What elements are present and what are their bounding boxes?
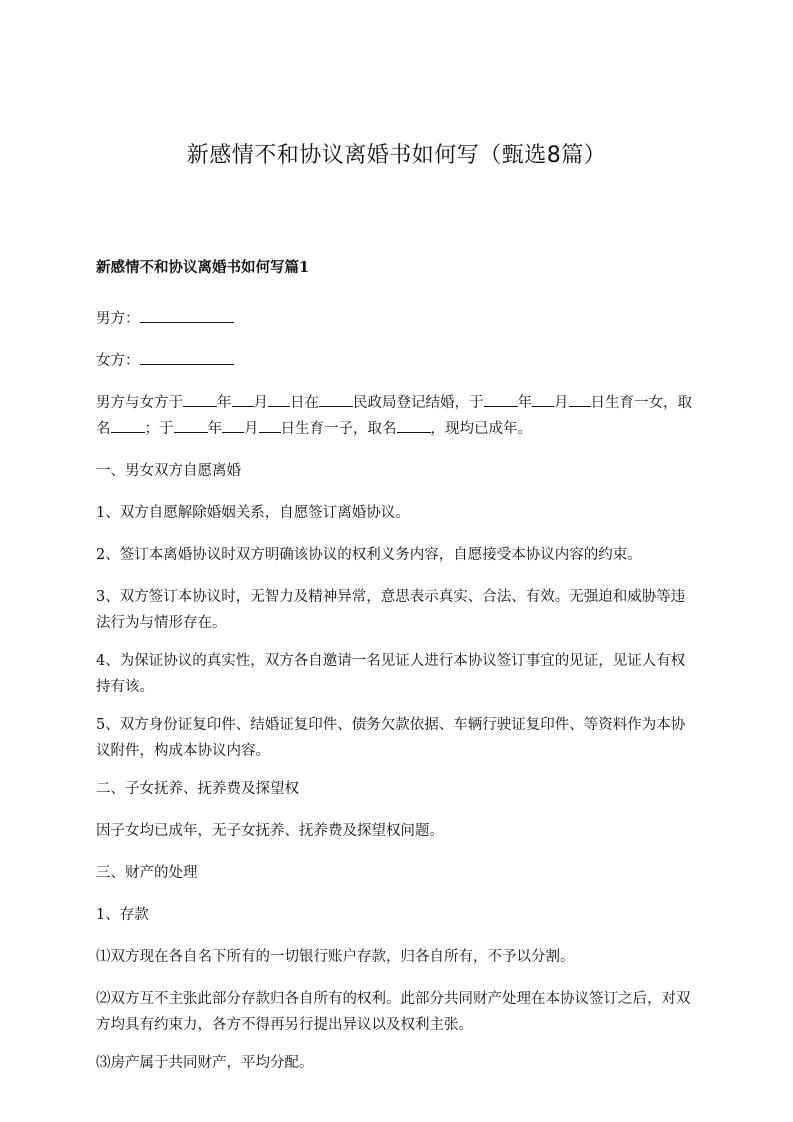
paragraph: ⑵双方互不主张此部分存款归各自所有的权利。此部分共同财产处理在本协议签订之后，对双方均具有约束力，各方不得再另行提出异议以及权利主张。 — [96, 991, 691, 1033]
paragraph: ⑶房产属于共同财产，平均分配。 — [96, 1055, 314, 1071]
text-fragment: ，现均已成年。 — [430, 421, 532, 437]
day-blank — [268, 390, 290, 407]
wife-blank — [140, 348, 234, 365]
text-fragment: 年 — [517, 395, 532, 411]
month-blank — [222, 416, 244, 433]
paragraph: 4、为保证协议的真实性，双方各自邀请一名见证人进行本协议签订事宜的见证，见证人有权持有该。 — [96, 653, 686, 695]
text-fragment: 民政局登记结婚，于 — [353, 395, 484, 411]
paragraph: 因子女均已成年，无子女抚养、抚养费及探望权问题。 — [96, 823, 444, 839]
paragraph: 二、子女抚养、抚养费及探望权 — [96, 781, 299, 797]
text-fragment: 男方与女方于 — [96, 395, 183, 411]
text-fragment: ；于 — [144, 421, 174, 437]
document-title: 新感情不和协议离婚书如何写（甄选8篇） — [186, 143, 607, 168]
paragraph: ⑴双方现在各自名下所有的一切银行账户存款，归各自所有，不予以分割。 — [96, 949, 575, 965]
text-fragment: 月 — [554, 395, 569, 411]
text-fragment: 月 — [244, 421, 259, 437]
year-blank — [484, 390, 518, 407]
bureau-blank — [319, 390, 353, 407]
document-body — [96, 258, 698, 1092]
year-blank — [174, 416, 208, 433]
day-blank — [259, 416, 281, 433]
daughter-name-blank — [111, 416, 145, 433]
husband-label: 男方： — [96, 311, 140, 327]
month-blank — [532, 390, 554, 407]
paragraph: 1、存款 — [96, 907, 149, 923]
husband-blank — [140, 306, 234, 323]
text-fragment: 年 — [207, 421, 222, 437]
section-heading: 新感情不和协议离婚书如何写篇1 — [96, 259, 310, 276]
marriage-paragraph — [96, 390, 698, 442]
paragraph: 3、双方签订本协议时，无智力及精神异常，意思表示真实、合法、有效。无强迫和威胁等违法行为与情形存在。 — [96, 589, 686, 631]
year-blank — [183, 390, 217, 407]
day-blank — [569, 390, 591, 407]
wife-label: 女方： — [96, 353, 140, 369]
text-fragment: 年 — [217, 395, 232, 411]
paragraph: 5、双方身份证复印件、结婚证复印件、债务欠款依据、车辆行驶证复印件、等资料作为本协议附件，构成本协议内容。 — [96, 717, 686, 759]
wife-line — [96, 348, 698, 374]
month-blank — [232, 390, 254, 407]
paragraph: 2、签订本离婚协议时双方明确该协议的权利义务内容，自愿接受本协议内容的约束。 — [96, 547, 642, 563]
paragraph: 1、双方自愿解除婚姻关系，自愿签订离婚协议。 — [96, 505, 410, 521]
text-fragment: 日生育一女，取名 — [96, 395, 692, 437]
paragraph: 三、财产的处理 — [96, 865, 198, 881]
son-name-blank — [397, 416, 431, 433]
text-fragment: 日生育一子，取名 — [280, 421, 397, 437]
paragraph: 一、男女双方自愿离婚 — [96, 463, 241, 479]
husband-line — [96, 306, 698, 332]
text-fragment: 日在 — [290, 395, 319, 411]
text-fragment: 月 — [253, 395, 268, 411]
